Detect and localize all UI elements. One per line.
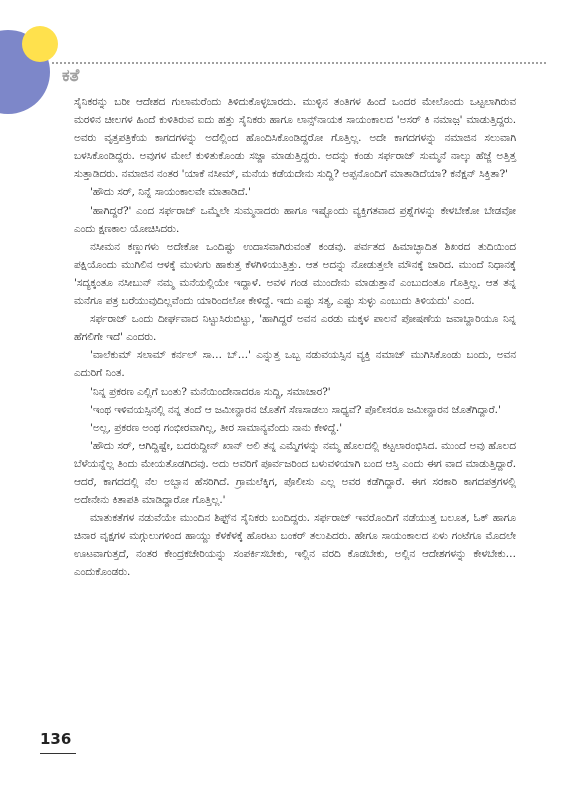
paragraph: 'ಇಂಥ ಇಳಿವಯಸ್ಸಿನಲ್ಲಿ ನನ್ನ ತಂದೆ ಆ ಜಮೀನ್ದಾರನ ಜೊತೆಗೆ ಸೆಣಸಾಡಲು ಸಾಧ್ಯವೆ? ಪೊಲೀಸರೂ ಜಮೀನ್ದಾರನ ಜೊತೆಗಿದ್ದಾರೆ.' [90,403,501,416]
paragraph: 'ವಾಲೆಕುಮ್ ಸಲಾಮ್ ಕರ್ನಲ್ ಸಾ… ಬ್…' ಎನ್ನುತ್ತ ಒಬ್ಬ ನಡುವಯಸ್ಸಿನ ವ್ಯಕ್ತಿ ನಮಾಜ್ ಮುಗಿಸಿಕೊಂಡು ಬಂದು, ಅವನ ಎದುರಿಗೆ ನಿಂತ. [74,349,516,380]
decorative-yellow-circle [22,26,58,62]
paragraph: 'ನಿನ್ನ ಪ್ರಕರಣ ಎಲ್ಲಿಗೆ ಬಂತು? ಮನೆಯಿಂದೇನಾದರೂ ಸುದ್ದಿ, ಸಮಾಚಾರ?' [90,385,331,398]
page-number: 136 [40,730,72,748]
paragraph: ಸೈನಿಕರನ್ನು ಬರೀ ಆದೇಶದ ಗುಲಾಮರೆಂದು ತಿಳಿದುಕೊಳ್ಳಬಾರದು. ಮುಳ್ಳಿನ ತಂತಿಗಳ ಹಿಂದೆ ಒಂದರ ಮೇಲೊಂದು ಒಟ್ಟಲಾಗಿರುವ ಮರಳಿನ ಚೀಲಗಳ ಹಿಂದೆ ಕುಳಿತಿರುವ ಐದು ಹತ್ತು ಸೈನಿಕರು ಹಾಗೂ ಲಾನ್ಸ್‌ನಾಯಕ ಸಾಯಂಕಾಲದ 'ಅಸರ್ ಕಿ ನಮಾಜ಼' ಮಾಡುತ್ತಿದ್ದರು. ಅವರು ವೃತ್ತಪತ್ರಿಕೆಯ ಕಾಗದಗಳನ್ನು ಅದೆಲ್ಲಿಂದ ಹೊಂದಿಸಿಕೊಂಡಿದ್ದರೋ ಗೊತ್ತಿಲ್ಲ. ಅದೇ ಕಾಗದಗಳನ್ನು ನಮಾಜಿನ ಸಲುವಾಗಿ ಬಳಸಿಕೊಂಡಿದ್ದರು. ಅವುಗಳ ಮೇಲೆ ಕುಳಿತುಕೊಂಡು ಸಜ್ದಾ ಮಾಡುತ್ತಿದ್ದರು. ಅದನ್ನು ಕಂಡು ಸರ್ಫರಾಜ್ ಸುಮ್ಮನೆ ನಾಲ್ಕು ಹೆಜ್ಜೆ ಅತ್ತಿತ್ತ ಸುತ್ತಾಡಿದರು. ನಮಾಜಿನ ನಂತರ 'ಯಾಕೆ ನಸೀಮ್, ಮನೆಯ ಕಡೆಯದೇನು ಸುದ್ದಿ? ಅಪ್ಪನೊಂದಿಗೆ ಮಾತಾಡಿದೆಯಾ? ಕನೆಕ್ಷನ್ ಸಿಕ್ತಿತಾ?' [74,96,516,181]
paragraph: ಸರ್ಫರಾಜ್ ಒಂದು ದೀರ್ಘವಾದ ನಿಟ್ಟುಸಿರುಬಿಟ್ಟು, 'ಹಾಗಿದ್ದರೆ ಅವನ ಎರಡು ಮಕ್ಕಳ ಪಾಲನೆ ಪೋಷಣೆಯ ಜವಾಬ್ದಾರಿಯೂ ನಿನ್ನ ಹೆಗಲಿಗೇ ಇದೆ' ಎಂದರು. [74,313,516,344]
story-body [74,93,516,582]
paragraph: ನಸೀಮನ ಕಣ್ಣುಗಳು ಅದೇಕೋ ಒಂದಿಷ್ಟು ಉದಾಸವಾಗಿರುವಂತೆ ಕಂಡವು. ಪರ್ವತದ ಹಿಮಾಚ್ಛಾದಿತ ಶಿಖರದ ತುದಿಯಿಂದ ಪಕ್ಷಿಯೊಂದು ಮುಗಿಲಿನ ಆಳಕ್ಕೆ ಮುಳುಗು ಹಾಕುತ್ತ ಕೆಳಗಿಳಿಯುತ್ತಿತ್ತು. ಆತ ಅದನ್ನು ನೋಡುತ್ತಲೇ ಮೌನಕ್ಕೆ ಜಾರಿದ. ಮುಂದೆ ನಿಧಾನಕ್ಕೆ 'ಸದ್ಯಕ್ಕಂತೂ ನಸೀಬುನ್ ನಮ್ಮ ಮನೆಯಲ್ಲಿಯೇ ಇದ್ದಾಳೆ. ಅವಳ ಗಂಡ ಮುಂದೇನು ಮಾಡುತ್ತಾನೆ ಎಂಬುದಂತೂ ಗೊತ್ತಿಲ್ಲ. ಆತ ತನ್ನ ಮನೆಗೂ ಪತ್ರ ಬರೆಯುವುದಿಲ್ಲವೆಂದು ಯಾರಿಂದಲೋ ಕೇಳಿದ್ದೆ. ಇದು ಎಷ್ಟು ಸತ್ಯ, ಎಷ್ಟು ಸುಳ್ಳು ಎಂಬುದು ತಿಳಿಯದು' ಎಂದ. [74,240,516,308]
paragraph: 'ಹಾಗಿದ್ದರೆ?' ಎಂದ ಸರ್ಫರಾಜ್ ಒಮ್ಮೆಲೇ ಸುಮ್ಮನಾದರು ಹಾಗೂ ಇಷ್ಟೊಂದು ವ್ಯಕ್ತಿಗತವಾದ ಪ್ರಶ್ನೆಗಳನ್ನು ಕೇಳಬೇಕೋ ಬೇಡವೋ ಎಂದು ಕ್ಷಣಕಾಲ ಯೋಚಿಸಿದರು. [74,204,516,235]
header-dotted-rule [52,62,546,64]
paragraph: ಮಾತುಕತೆಗಳ ನಡುವೆಯೇ ಮುಂದಿನ ಶಿಫ್ಟ್‌ನ ಸೈನಿಕರು ಬಂದಿದ್ದರು. ಸರ್ಫರಾಜ್ ಇವರೊಂದಿಗೆ ನಡೆಯುತ್ತ ಬಲೂತ, ಓಕ್ ಹಾಗೂ ಚಿನಾರ ವೃಕ್ಷಗಳ ಮಗ್ಗುಲುಗಳಿಂದ ಹಾಯ್ದು ಕೆಳಕೆಳಕ್ಕೆ ಹೊರಟು ಬಂಕರ್ ತಲುಪಿದರು. ಹೇಗೂ ಸಾಯಂಕಾಲದ ಏಳು ಗಂಟೆಗೂ ಮೊದಲೇ ಊಟವಾಗುತ್ತದೆ, ನಂತರ ಕೇಂದ್ರಕಚೇರಿಯನ್ನು ಸಂಪರ್ಕಿಸಬೇಕು, ಇಲ್ಲಿನ ವರದಿ ಕೊಡಬೇಕು, ಅಲ್ಲಿನ ಆದೇಶಗಳನ್ನು ಕೇಳಬೇಕು… ಎಂದುಕೊಂಡರು. [74,512,516,579]
page-number-rule [40,753,76,754]
section-label: ಕತೆ [62,66,80,86]
paragraph: 'ಹೌದು ಸರ್, ಆಗಿದ್ದಿಷ್ಟೇ, ಬದರುದ್ದೀನ್ ಖಾನ್ ಅಲಿ ತನ್ನ ಎಮ್ಮೆಗಳನ್ನು ನಮ್ಮ ಹೊಲದಲ್ಲಿ ಕಟ್ಟಲಾರಂಭಿಸಿದ. ಮುಂದೆ ಅವು ಹೊಲದ ಬೆಳೆಯನ್ನೆಲ್ಲ ತಿಂದು ಮೇಯತೊಡಗಿದವು. ಅದು ಅವರಿಗೆ ಪೂರ್ವಜರಿಂದ ಬಳುವಳಿಯಾಗಿ ಬಂದ ಆಸ್ತಿ ಎಂದು ಈಗ ವಾದ ಮಾಡುತ್ತಿದ್ದಾರೆ. ಆದರೆ, ಕಾಗದದಲ್ಲಿ ನೆಲ ಅಬ್ಬಾನ ಹೆಸರಿಗಿದೆ. ಗ್ರಾಮಲೆಕ್ಕಿಗ, ಪೊಲೀಸು ಎಲ್ಲ ಅವರ ಕಡೆಗಿದ್ದಾರೆ. ಈಗ ಸರಕಾರಿ ಕಾಗದಪತ್ರಗಳಲ್ಲಿ ಅದೇನೇನು ಕಿತಾಪತಿ ಮಾಡಿದ್ದಾರೋ ಗೊತ್ತಿಲ್ಲ.' [74,439,516,507]
paragraph: 'ಹೌದು ಸರ್, ನಿನ್ನೆ ಸಾಯಂಕಾಲವೇ ಮಾತಾಡಿದೆ.' [90,186,251,199]
paragraph: 'ಅಲ್ಲ, ಪ್ರಕರಣ ಅಂಥ ಗಂಭೀರವಾಗಿಲ್ಲ, ತೀರ ಸಾಮಾನ್ಯವೆಂದು ನಾನು ಕೇಳಿದ್ದೆ.' [90,421,343,434]
